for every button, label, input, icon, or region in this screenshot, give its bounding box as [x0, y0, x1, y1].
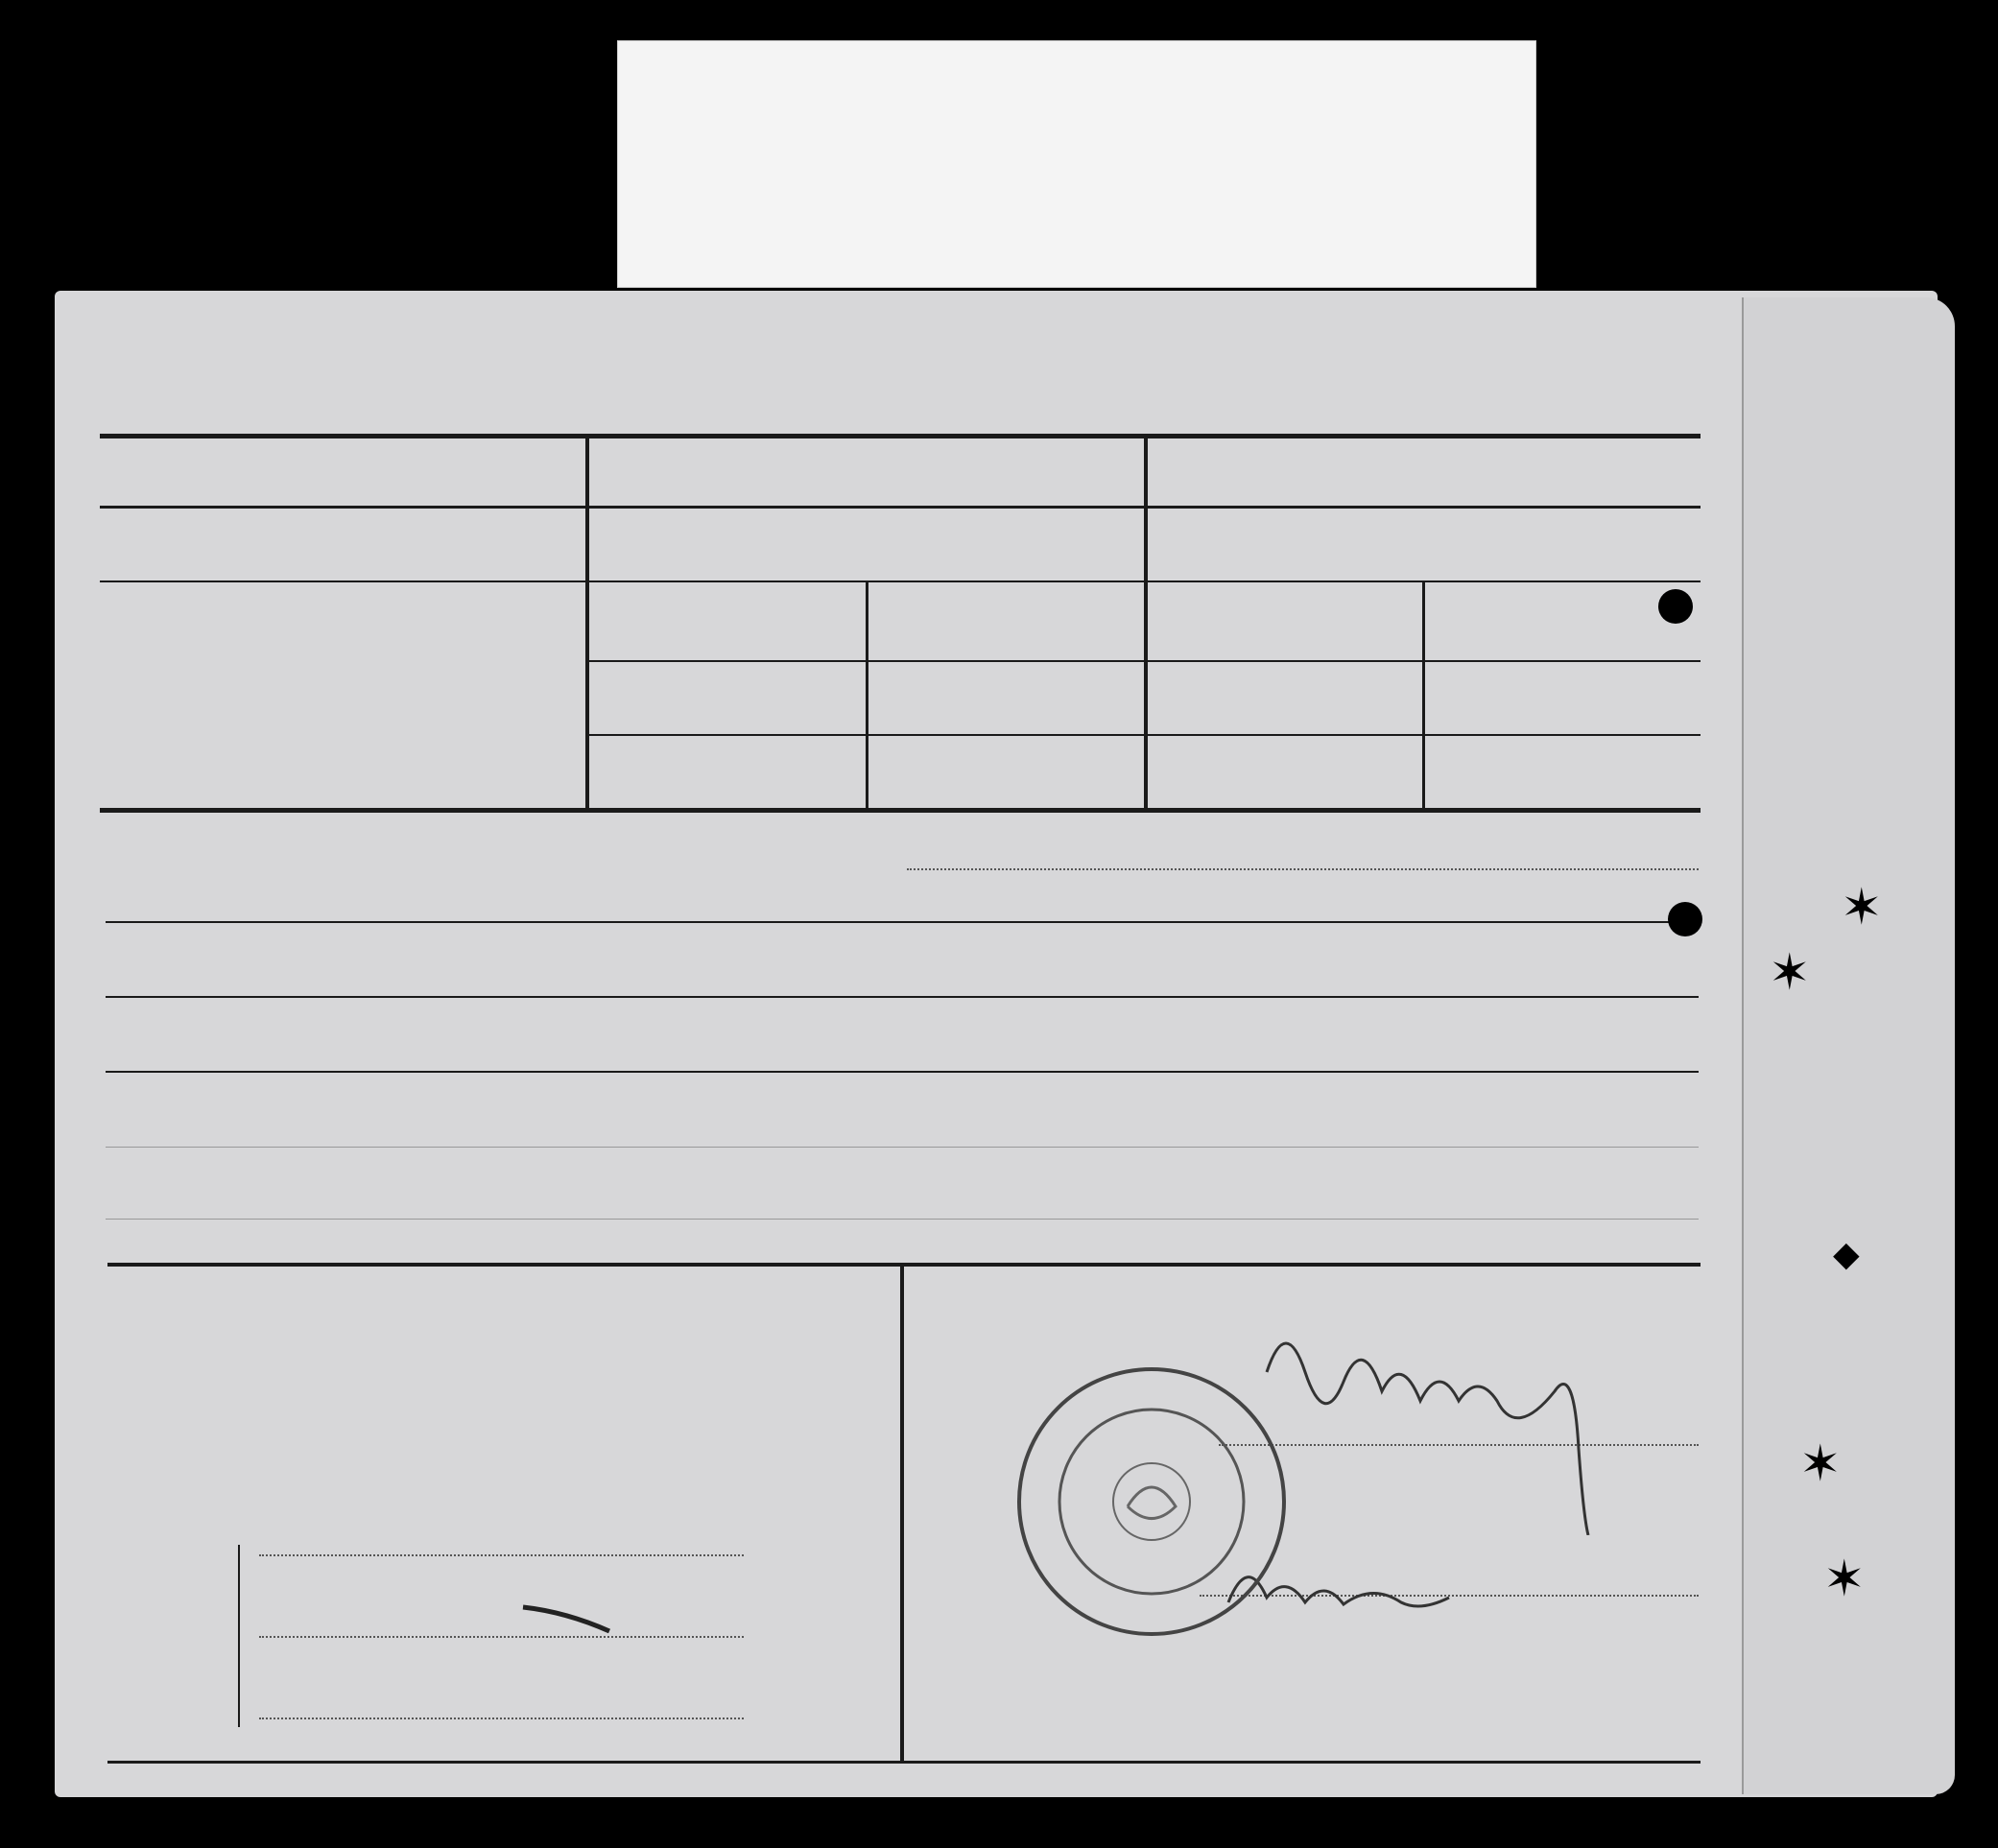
- table-top-rule: [100, 434, 1701, 438]
- tear-mark-1: ✶: [1841, 879, 1883, 936]
- signatures-top-rule: [107, 1263, 1701, 1267]
- tear-mark-4: ✶: [1823, 1551, 1866, 1608]
- tear-mark-3: ✶: [1799, 1435, 1842, 1493]
- punch-hole-1: [1658, 589, 1693, 624]
- table-col-divider-1: [585, 438, 589, 811]
- document-sheet: [55, 291, 1938, 1797]
- signatures-bottom-rule: [107, 1761, 1701, 1764]
- table-col-divider-2: [1144, 438, 1148, 811]
- table-bottom-rule: [100, 808, 1701, 813]
- table-col-divider-mother: [1422, 580, 1425, 811]
- remarks-line-2: [106, 1147, 1699, 1148]
- punch-hole-2: [1668, 902, 1702, 936]
- documents-line-1: [907, 868, 1699, 870]
- table-col-divider-father: [866, 580, 868, 811]
- applicant-line-1: [259, 1554, 744, 1556]
- applicants-bracket: [238, 1545, 240, 1727]
- faded-document-label: [617, 40, 1536, 288]
- remarks-line-3: [106, 1219, 1699, 1220]
- documents-line-2: [106, 921, 1699, 923]
- applicant-underline-stroke: [518, 1598, 614, 1636]
- official-round-stamp: [1012, 1362, 1291, 1641]
- row15-rule: [100, 580, 1701, 582]
- tear-mark-5: ◆: [1833, 1235, 1860, 1274]
- head-signature-stroke: [1248, 1295, 1612, 1535]
- remarks-line-1: [106, 1071, 1699, 1073]
- documents-line-3: [106, 996, 1699, 998]
- table-header-rule: [100, 506, 1701, 509]
- applicant-line-2: [259, 1636, 744, 1638]
- signatures-divider: [900, 1265, 904, 1764]
- tear-mark-2: ✶: [1769, 944, 1811, 1002]
- applicant-line-3: [259, 1718, 744, 1719]
